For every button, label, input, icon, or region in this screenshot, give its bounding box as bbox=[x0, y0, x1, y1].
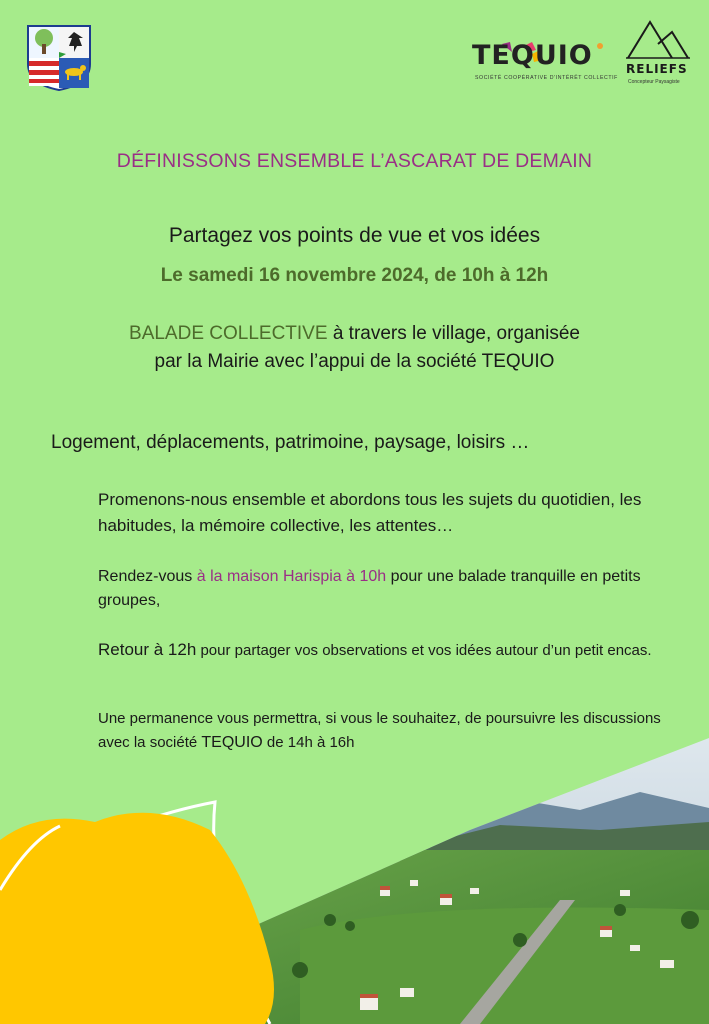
paragraph-retour bbox=[98, 638, 678, 663]
rendez-vous-location: à la maison Harispia à 10h bbox=[196, 568, 387, 585]
balade-line1-rest: à travers le village, organisée bbox=[327, 323, 580, 344]
retour-end: pour partager vos observations et vos idées autour d’un petit encas. bbox=[196, 642, 652, 659]
reliefs-wordmark: RELIEFS bbox=[626, 62, 688, 76]
tequio-logo bbox=[472, 40, 618, 86]
paragraph-rendez-vous bbox=[98, 565, 678, 613]
permanence-end: de 14h à 16h bbox=[262, 734, 355, 751]
landscape-decoration bbox=[0, 730, 709, 1024]
reliefs-tagline: Concepteur Paysagiste bbox=[628, 79, 680, 85]
balade-line2: par la Mairie avec l’appui de la société TEQUIO bbox=[154, 351, 555, 372]
subtitle: Partagez vos points de vue et vos idées bbox=[168, 224, 541, 247]
reliefs-logo bbox=[624, 18, 692, 86]
permanence-tequio: TEQUIO bbox=[201, 734, 263, 751]
tequio-wordmark: TEQUIO bbox=[472, 40, 593, 71]
paragraph-promenons: Promenons-nous ensemble et abordons tous les sujets du quotidien, les habitudes, la mémoire collective, les attentes… bbox=[98, 490, 642, 535]
permanence-start: Une permanence vous permettra, si vous le souhaitez, de poursuivre les discussions avec la société bbox=[98, 710, 661, 751]
topics-line: Logement, déplacements, patrimoine, paysage, loisirs … bbox=[51, 432, 530, 453]
rendez-vous-start: Rendez-vous bbox=[98, 568, 197, 585]
mountain-icon bbox=[624, 18, 692, 62]
balade-highlight: BALADE COLLECTIVE bbox=[129, 323, 328, 344]
coat-of-arms-logo bbox=[26, 24, 92, 92]
page-title: DÉFINISSONS ENSEMBLE L’ASCARAT DE DEMAIN bbox=[116, 150, 593, 172]
balade-description bbox=[0, 320, 709, 376]
event-date: Le samedi 16 novembre 2024, de 10h à 12h bbox=[160, 265, 549, 286]
retour-time: Retour à 12h bbox=[98, 640, 197, 659]
tequio-tagline: SOCIÉTÉ COOPÉRATIVE D'INTÉRÊT COLLECTIF bbox=[475, 75, 618, 81]
yellow-shape bbox=[0, 813, 274, 1024]
rendez-vous-end: pour une balade tranquille en petits groupes, bbox=[98, 568, 641, 609]
